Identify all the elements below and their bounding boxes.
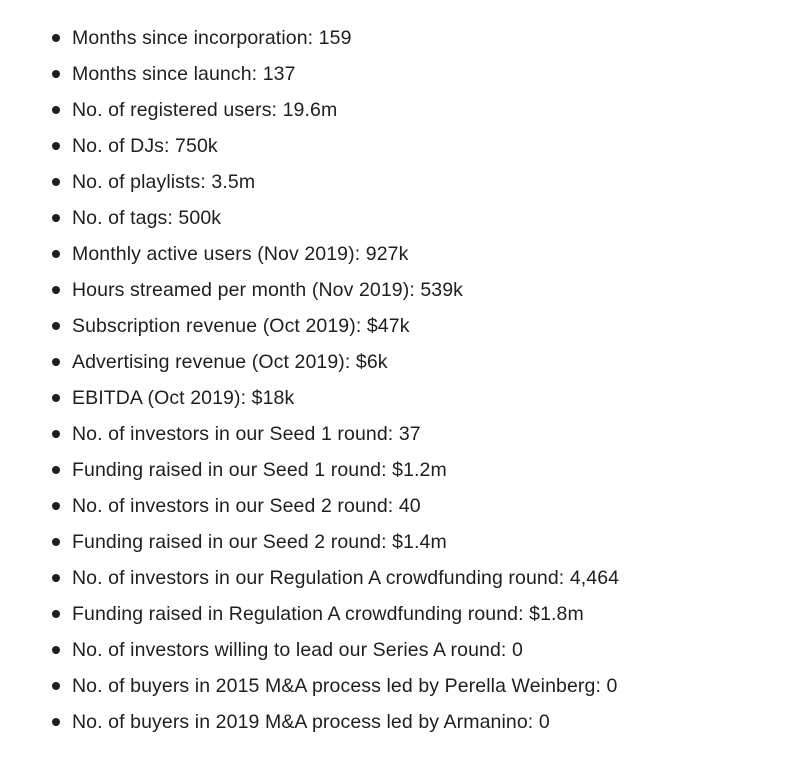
- list-item: [50, 164, 770, 200]
- list-item-text: Funding raised in our Seed 1 round: $1.2m: [72, 459, 447, 481]
- bullet-icon: [52, 538, 60, 546]
- list-item-text: Funding raised in our Seed 2 round: $1.4m: [72, 531, 447, 553]
- bullet-icon: [52, 430, 60, 438]
- list-item: [50, 200, 770, 236]
- bullet-icon: [52, 574, 60, 582]
- bullet-icon: [52, 358, 60, 366]
- bullet-icon: [52, 142, 60, 150]
- list-item-text: Hours streamed per month (Nov 2019): 539k: [72, 279, 464, 301]
- list-item: [50, 128, 770, 164]
- list-item-text: No. of buyers in 2019 M&A process led by Armanino: 0: [72, 711, 550, 733]
- list-item: [50, 308, 770, 344]
- bullet-icon: [52, 34, 60, 42]
- list-item: [50, 20, 770, 56]
- bullet-icon: [52, 718, 60, 726]
- list-item: [50, 596, 770, 632]
- list-item-text: Monthly active users (Nov 2019): 927k: [72, 243, 409, 265]
- list-item-text: Subscription revenue (Oct 2019): $47k: [72, 315, 410, 337]
- list-item-text: No. of investors willing to lead our Series A round: 0: [72, 639, 523, 661]
- list-item-text: Funding raised in Regulation A crowdfunding round: $1.8m: [72, 603, 584, 625]
- bullet-icon: [52, 214, 60, 222]
- list-item: [50, 524, 770, 560]
- list-item: [50, 92, 770, 128]
- bullet-icon: [52, 466, 60, 474]
- bullet-icon: [52, 646, 60, 654]
- bullet-icon: [52, 322, 60, 330]
- list-item-text: No. of tags: 500k: [72, 207, 222, 229]
- bullet-icon: [52, 502, 60, 510]
- list-item: [50, 488, 770, 524]
- list-item: [50, 344, 770, 380]
- list-item: [50, 416, 770, 452]
- list-item-text: No. of investors in our Seed 1 round: 37: [72, 423, 421, 445]
- list-item: [50, 380, 770, 416]
- list-item-text: Months since incorporation: 159: [72, 27, 352, 49]
- stats-list: [50, 20, 770, 740]
- list-item: [50, 56, 770, 92]
- bullet-icon: [52, 682, 60, 690]
- list-item: [50, 452, 770, 488]
- list-item: [50, 560, 770, 596]
- list-item: [50, 236, 770, 272]
- list-item-text: No. of buyers in 2015 M&A process led by Perella Weinberg: 0: [72, 675, 618, 697]
- bullet-icon: [52, 250, 60, 258]
- list-item: [50, 668, 770, 704]
- bullet-icon: [52, 286, 60, 294]
- list-item-text: No. of investors in our Seed 2 round: 40: [72, 495, 421, 517]
- bullet-icon: [52, 610, 60, 618]
- list-item-text: Advertising revenue (Oct 2019): $6k: [72, 351, 388, 373]
- bullet-icon: [52, 394, 60, 402]
- list-item-text: No. of playlists: 3.5m: [72, 171, 256, 193]
- list-item-text: No. of registered users: 19.6m: [72, 99, 338, 121]
- bullet-icon: [52, 70, 60, 78]
- list-item: [50, 632, 770, 668]
- list-item-text: Months since launch: 137: [72, 63, 296, 85]
- list-item: [50, 272, 770, 308]
- list-item-text: EBITDA (Oct 2019): $18k: [72, 387, 295, 409]
- bullet-icon: [52, 106, 60, 114]
- list-item-text: No. of DJs: 750k: [72, 135, 218, 157]
- bullet-icon: [52, 178, 60, 186]
- list-item-text: No. of investors in our Regulation A crowdfunding round: 4,464: [72, 567, 620, 589]
- list-item: [50, 704, 770, 740]
